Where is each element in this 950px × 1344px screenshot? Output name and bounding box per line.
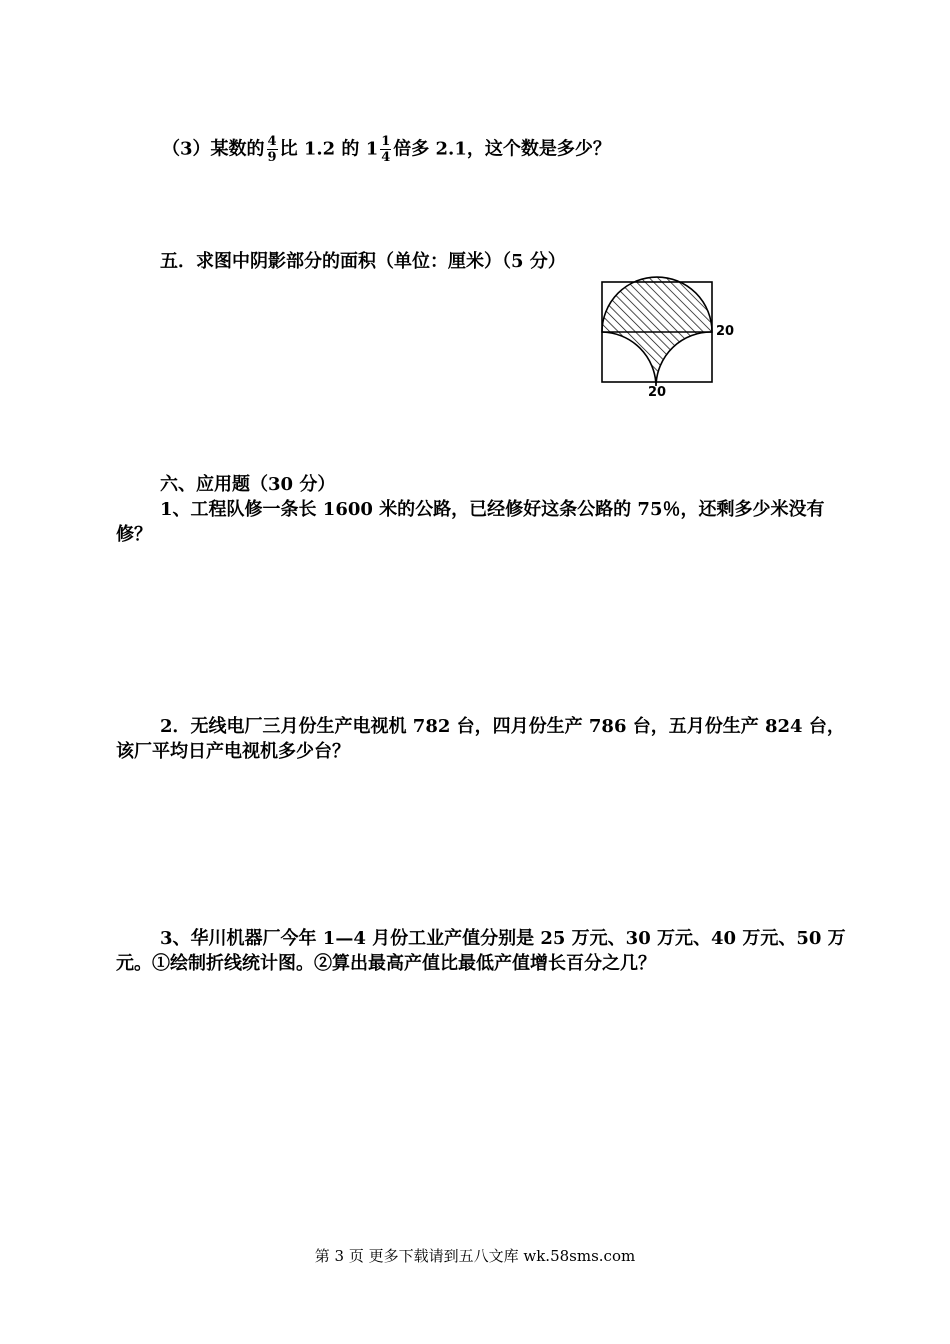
fraction-1-4 (380, 134, 391, 165)
problem-3-line-1: 3、华川机器厂今年 1—4 月份工业产值分别是 25 万元、30 万元、40 万元、50 万 (160, 928, 846, 949)
fraction-denominator: 4 (381, 150, 391, 165)
figure-right-label: 20 (716, 324, 735, 339)
fraction-numerator: 4 (267, 134, 277, 149)
page-footer: 第 3 页 更多下载请到五八文库 wk.58sms.com (314, 1247, 636, 1265)
problem-1-line-1: 1、工程队修一条长 1600 米的公路，已经修好这条公路的 75％，还剩多少米没有 (160, 499, 825, 520)
question-3-mid: 比 1.2 的 1 (279, 138, 379, 160)
figure-bottom-label: 20 (648, 385, 667, 400)
question-3 (162, 134, 611, 165)
fraction-denominator: 9 (267, 150, 277, 165)
problem-2-line-2: 该厂平均日产电视机多少台？ (116, 741, 350, 762)
section-6-title: 六、应用题（30 分） (160, 474, 336, 495)
problem-3-line-2: 元。①绘制折线统计图。②算出最高产值比最低产值增长百分之几？ (116, 953, 656, 974)
problem-1-line-2: 修？ (116, 524, 152, 545)
fraction-numerator: 1 (381, 134, 391, 149)
question-3-prefix: （3）某数的 (162, 138, 265, 160)
problem-2-line-1: 2．无线电厂三月份生产电视机 782 台，四月份生产 786 台，五月份生产 824 台， (160, 716, 845, 737)
shaded-area-figure (596, 276, 746, 410)
section-5-title: 五．求图中阴影部分的面积（单位：厘米）（5 分） (160, 251, 566, 272)
fraction-4-9 (267, 134, 278, 165)
question-3-suffix: 倍多 2.1，这个数是多少？ (393, 138, 611, 160)
figure-diagram (596, 276, 746, 406)
